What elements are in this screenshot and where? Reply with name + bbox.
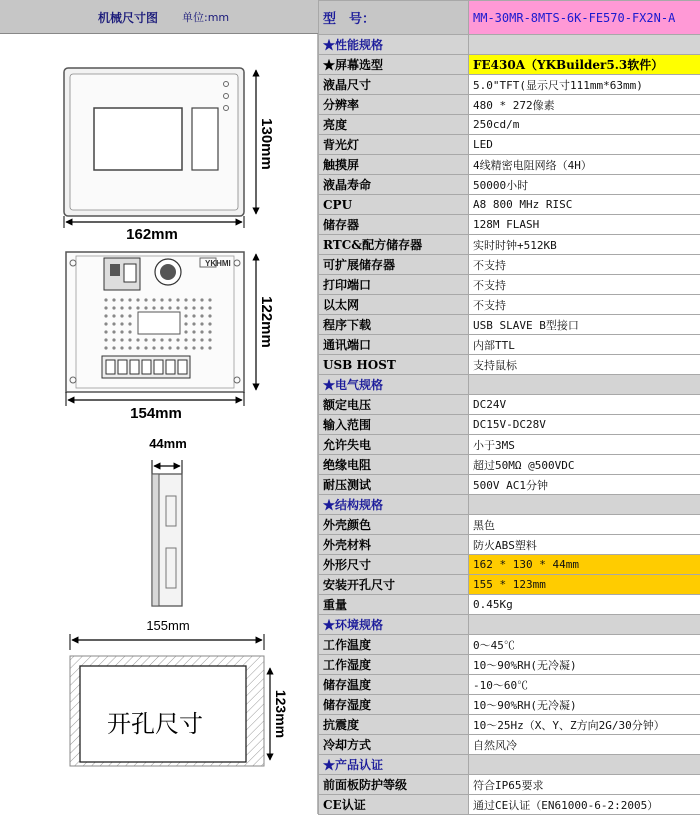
spec-key: 工作温度 [319,635,469,655]
spec-row [319,235,700,255]
spec-row [319,255,700,275]
spec-value [469,35,700,55]
spec-key: ★电气规格 [319,375,469,395]
spec-row [319,795,700,815]
spec-row [319,395,700,415]
spec-key: 允许失电 [319,435,469,455]
spec-key: 背光灯 [319,135,469,155]
spec-key: 安装开孔尺寸 [319,575,469,595]
spec-row [319,555,700,575]
spec-key: ★性能规格 [319,35,469,55]
spec-row [319,295,700,315]
back-width-label: 154mm [130,405,182,422]
spec-key: ★环境规格 [319,615,469,635]
spec-value: 不支持 [469,275,700,295]
spec-value: 155 * 123mm [469,575,700,595]
spec-row [319,355,700,375]
side-view-drawing [152,460,182,606]
spec-value: 小于3MS [469,435,700,455]
spec-value: 防火ABS塑料 [469,535,700,555]
model-row [319,1,700,35]
spec-key: 前面板防护等级 [319,775,469,795]
spec-row [319,335,700,355]
spec-key: USB HOST [319,355,469,375]
spec-key: 储存器 [319,215,469,235]
spec-row [319,535,700,555]
cutout-height-label: 123mm [273,690,289,738]
spec-row [319,735,700,755]
spec-key: 程序下载 [319,315,469,335]
spec-key: 额定电压 [319,395,469,415]
spec-row [319,195,700,215]
spec-value: 不支持 [469,295,700,315]
spec-value: 内部TTL [469,335,700,355]
cutout-width-label: 155mm [146,618,189,633]
spec-value: FE430A（YKBuilder5.3软件） [469,55,700,75]
spec-value [469,375,700,395]
spec-key: 型 号： [319,1,469,35]
spec-value: 实时时钟+512KB [469,235,700,255]
spec-row [319,435,700,455]
spec-row [319,115,700,135]
spec-row [319,175,700,195]
spec-value: LED [469,135,700,155]
spec-key: ★屏幕选型 [319,55,469,75]
spec-key: 抗震度 [319,715,469,735]
section-row [319,375,700,395]
spec-row [319,75,700,95]
spec-row [319,515,700,535]
spec-row [319,275,700,295]
spec-value: 10～90%RH(无冷凝) [469,655,700,675]
front-width-label: 162mm [126,226,178,243]
section-row [319,35,700,55]
front-height-label: 130mm [258,118,275,170]
spec-key: 外壳颜色 [319,515,469,535]
back-view-drawing [66,252,256,406]
spec-key: 输入范围 [319,415,469,435]
spec-key: 触摸屏 [319,155,469,175]
dimension-header [0,0,318,34]
spec-row [319,715,700,735]
cutout-drawing [70,634,270,766]
spec-value: USB SLAVE B型接口 [469,315,700,335]
spec-key: 耐压测试 [319,475,469,495]
spec-key: 外壳材料 [319,535,469,555]
spec-row [319,595,700,615]
spec-key: 液晶寿命 [319,175,469,195]
spec-row [319,455,700,475]
front-view-drawing [64,68,256,228]
spec-value: 0～45℃ [469,635,700,655]
section-row [319,615,700,635]
spec-key: CPU [319,195,469,215]
spec-value: 支持鼠标 [469,355,700,375]
spec-value: DC15V-DC28V [469,415,700,435]
spec-row [319,95,700,115]
spec-row [319,775,700,795]
spec-key: 分辨率 [319,95,469,115]
spec-row [319,695,700,715]
spec-table [318,0,700,815]
spec-row [319,215,700,235]
spec-row [319,415,700,435]
spec-value: -10～60℃ [469,675,700,695]
spec-key: ★结构规格 [319,495,469,515]
spec-value: 超过50MΩ @500VDC [469,455,700,475]
back-brand-label: YKHMI [205,259,231,268]
dimension-title: 机械尺寸图 [98,9,158,26]
spec-value: 通过CE认证（EN61000-6-2:2005） [469,795,700,815]
spec-row [319,655,700,675]
spec-value: 0.45Kg [469,595,700,615]
spec-key: 重量 [319,595,469,615]
spec-value: 50000小时 [469,175,700,195]
spec-row [319,575,700,595]
spec-value: 250cd/m [469,115,700,135]
spec-key: 储存温度 [319,675,469,695]
spec-key: 工作湿度 [319,655,469,675]
spec-value: 4线精密电阻网络（4H） [469,155,700,175]
spec-value: 162 * 130 * 44mm [469,555,700,575]
spec-key: 通讯端口 [319,335,469,355]
section-row [319,755,700,775]
spec-key: 液晶尺寸 [319,75,469,95]
spec-value: 480 * 272像素 [469,95,700,115]
spec-row [319,155,700,175]
spec-key: 亮度 [319,115,469,135]
cutout-label: 开孔尺寸 [107,710,203,738]
spec-value: DC24V [469,395,700,415]
spec-value [469,755,700,775]
spec-value: 10～25Hz（X、Y、Z方向2G/30分钟） [469,715,700,735]
spec-key: 外形尺寸 [319,555,469,575]
spec-key: 打印端口 [319,275,469,295]
spec-key: RTC&配方储存器 [319,235,469,255]
spec-value: 500V AC1分钟 [469,475,700,495]
spec-key: 以太网 [319,295,469,315]
spec-value: 5.0"TFT(显示尺寸111mm*63mm) [469,75,700,95]
spec-key: 冷却方式 [319,735,469,755]
spec-value: 符合IP65要求 [469,775,700,795]
spec-key: 绝缘电阻 [319,455,469,475]
spec-row [319,315,700,335]
spec-row [319,635,700,655]
spec-key: 储存湿度 [319,695,469,715]
spec-value: A8 800 MHz RISC [469,195,700,215]
spec-row [319,55,700,75]
back-height-label: 122mm [258,296,275,348]
side-depth-label: 44mm [149,436,187,451]
dimension-panel [0,0,318,814]
section-row [319,495,700,515]
spec-value: 不支持 [469,255,700,275]
spec-key: ★产品认证 [319,755,469,775]
spec-value: 10～90%RH(无冷凝) [469,695,700,715]
spec-value: 128M FLASH [469,215,700,235]
spec-value: 黑色 [469,515,700,535]
spec-row [319,135,700,155]
dimension-unit: 单位:mm [182,9,229,25]
spec-row [319,675,700,695]
spec-row [319,475,700,495]
spec-key: 可扩展储存器 [319,255,469,275]
dimension-drawings [0,34,318,814]
spec-value: 自然风冷 [469,735,700,755]
spec-value: MM-30MR-8MTS-6K-FE570-FX2N-A [469,1,700,35]
spec-value [469,495,700,515]
spec-key: CE认证 [319,795,469,815]
spec-value [469,615,700,635]
